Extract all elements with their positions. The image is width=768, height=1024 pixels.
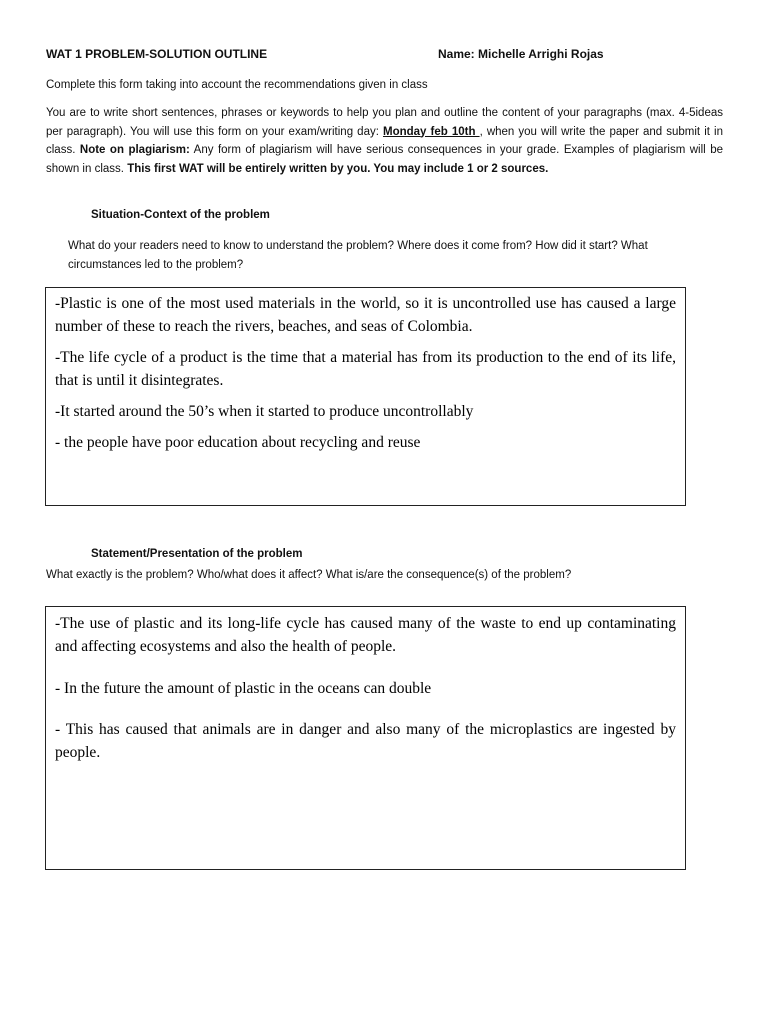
form-title: WAT 1 PROBLEM-SOLUTION OUTLINE bbox=[46, 47, 268, 61]
answer-item: -Plastic is one of the most used materials in the world, so it is uncontrolled use has caused a large number of these to reach the rivers, beaches, and seas of Colombia. bbox=[55, 295, 676, 335]
plagiarism-note-label: Note on plagiarism: bbox=[79, 144, 190, 156]
section-heading-statement: Statement/Presentation of the problem bbox=[91, 548, 303, 560]
answer-item: - the people have poor education about recycling and reuse bbox=[55, 434, 421, 451]
section-question-statement: What exactly is the problem? Who/what does it affect? What is/are the consequence(s) of the problem? bbox=[46, 569, 572, 581]
form-header bbox=[46, 47, 726, 65]
instruction-line: Complete this form taking into account the recommendations given in class bbox=[46, 79, 428, 91]
instruction-paragraph bbox=[46, 104, 723, 178]
answer-box-statement bbox=[45, 606, 686, 870]
answer-item: - This has caused that animals are in danger and also many of the microplastics are ingested by people. bbox=[55, 721, 676, 761]
answer-item: -It started around the 50’s when it started to produce uncontrollably bbox=[55, 403, 474, 420]
student-name: Name: Michelle Arrighi Rojas bbox=[438, 47, 604, 61]
instruction-text: , when you will write the paper and submit it in class. bbox=[46, 125, 723, 156]
section-heading-context: Situation-Context of the problem bbox=[91, 209, 270, 221]
answer-item: - In the future the amount of plastic in the oceans can double bbox=[55, 680, 432, 697]
answer-item: -The use of plastic and its long-life cycle has caused many of the waste to end up contaminating and affecting ecosystems and also the health of people. bbox=[55, 615, 676, 655]
sources-note: This first WAT will be entirely written by you. You may include 1 or 2 sources. bbox=[127, 162, 549, 175]
exam-date: Monday feb 10th bbox=[382, 125, 480, 138]
answer-box-context bbox=[45, 287, 686, 506]
section-question-context: What do your readers need to know to understand the problem? Where does it come from? How did it start? What circumstances led to the problem? bbox=[68, 240, 648, 271]
answer-item: -The life cycle of a product is the time that a material has from its production to the end of its life, that is until it disintegrates. bbox=[55, 349, 676, 389]
instruction-text: You are to write short sentences, phrases or keywords to help you plan and outline the content of your paragraphs (max. 4-5ideas per paragraph). You will use this form on your exam/writing day: bbox=[46, 107, 723, 138]
instruction-text: Any form of plagiarism will have serious consequences in your grade. Examples of plagiarism will be shown in class. bbox=[46, 144, 723, 175]
